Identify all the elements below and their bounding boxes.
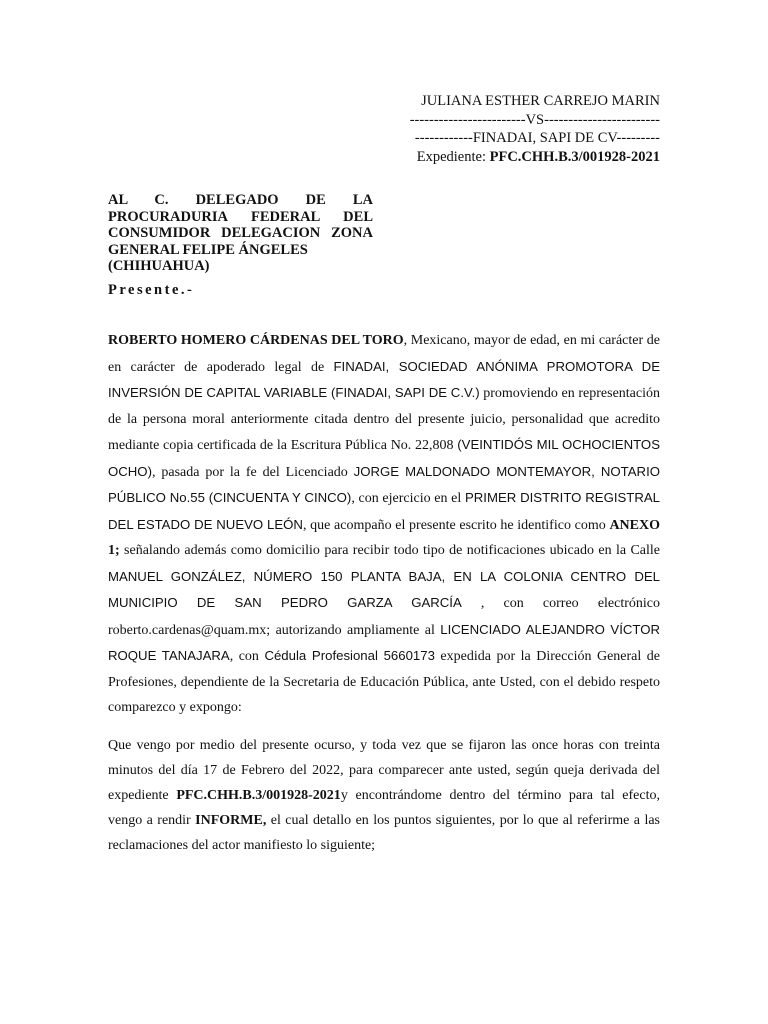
deed-number-words: (VEINTIDÓS MIL OCHOCIENTOS OCHO)	[108, 437, 660, 479]
expediente-line	[410, 148, 660, 167]
paragraph-text: Que vengo por medio del presente ocurso, y toda vez que se fijaron las once horas con treinta minutos del día 17 de Febrero del 2022, para comparecer ante usted, según queja derivada del expediente	[108, 738, 660, 803]
paragraph-text: , con	[229, 649, 265, 664]
case-header	[410, 92, 660, 166]
paragraph-text: , con correo electrónico roberto.cardenas@quam.mx; autorizando ampliamente al	[108, 596, 661, 638]
report-paragraph	[108, 733, 660, 858]
versus-line: ------------------------VS------------------------	[409, 111, 660, 128]
informe-label: INFORME,	[195, 813, 267, 828]
expediente-number: PFC.CHH.B.3/001928-2021	[489, 148, 660, 165]
opening-paragraph	[108, 328, 660, 721]
annex-label: ANEXO 1;	[108, 517, 660, 558]
registry-district: PRIMER DISTRITO REGISTRAL DEL ESTADO DE NUEVO LEÓN	[108, 490, 661, 532]
addressee-line-3: CONSUMIDOR DELEGACION ZONA	[108, 225, 373, 241]
notary-name: JORGE MALDONADO MONTEMAYOR, NOTARIO PÚBLICO No.55 (CINCUENTA Y CINCO)	[108, 463, 660, 505]
representative-name: ROBERTO HOMERO CÁRDENAS DEL TORO	[108, 333, 404, 348]
plaintiff-name: JULIANA ESTHER CARREJO MARIN	[421, 93, 660, 109]
paragraph-text: expedida por la Dirección General de Profesiones, dependiente de la Secretaria de Educación Pública, ante Usted, con el debido respeto comparezco y expongo:	[108, 649, 661, 715]
addressee-line-1: AL C. DELEGADO DE LA	[108, 192, 373, 208]
salutation: Presente.-	[108, 282, 195, 298]
addressee-line-4: GENERAL FELIPE ÁNGELES	[108, 241, 308, 258]
addressee-block	[108, 192, 373, 275]
defendant-line: ------------FINADAI, SAPI DE CV---------	[414, 130, 660, 146]
paragraph-text: promoviendo en representación de la persona moral anteriormente citada dentro del presente juicio, personalidad que acredito mediante copia certificada de la Escritura Pública No. 22,808	[108, 386, 660, 453]
company-name: FINADAI, SOCIEDAD ANÓNIMA PROMOTORA DE INVERSIÓN DE CAPITAL VARIABLE (FINADAI, SAPI DE C.V.)	[108, 358, 660, 400]
paragraph-text: , con ejercicio en el	[351, 491, 465, 506]
paragraph-text: , pasada por la fe del Licenciado	[151, 464, 354, 480]
paragraph-text: y encontrándome dentro del término para tal efecto, vengo a rendir	[108, 788, 660, 828]
expediente-label: Expediente:	[416, 148, 490, 165]
paragraph-text: , que acompaño el presente escrito he identifico como	[302, 517, 610, 533]
address: MANUEL GONZÁLEZ, NÚMERO 150 PLANTA BAJA, EN LA COLONIA CENTRO DEL MUNICIPIO DE SAN PEDRO GARZA GARCÍA	[108, 568, 660, 610]
authorized-attorney: LICENCIADO ALEJANDRO VÍCTOR ROQUE TANAJARA	[108, 621, 660, 663]
paragraph-text: el cual detallo en los puntos siguientes, por lo que al referirme a las reclamaciones del actor manifiesto lo siguiente;	[108, 813, 660, 853]
paragraph-text: , Mexicano, mayor de edad, en mi carácter de en carácter de apoderado legal de	[108, 333, 660, 375]
addressee-line-2: PROCURADURIA FEDERAL DEL	[108, 208, 373, 225]
addressee-line-5: (CHIHUAHUA)	[108, 258, 210, 274]
expediente-reference: PFC.CHH.B.3/001928-2021	[176, 788, 341, 803]
professional-license: Cédula Profesional 5660173	[264, 648, 435, 663]
paragraph-text: señalando además como domicilio para recibir todo tipo de notificaciones ubicado en la Calle	[119, 543, 660, 558]
